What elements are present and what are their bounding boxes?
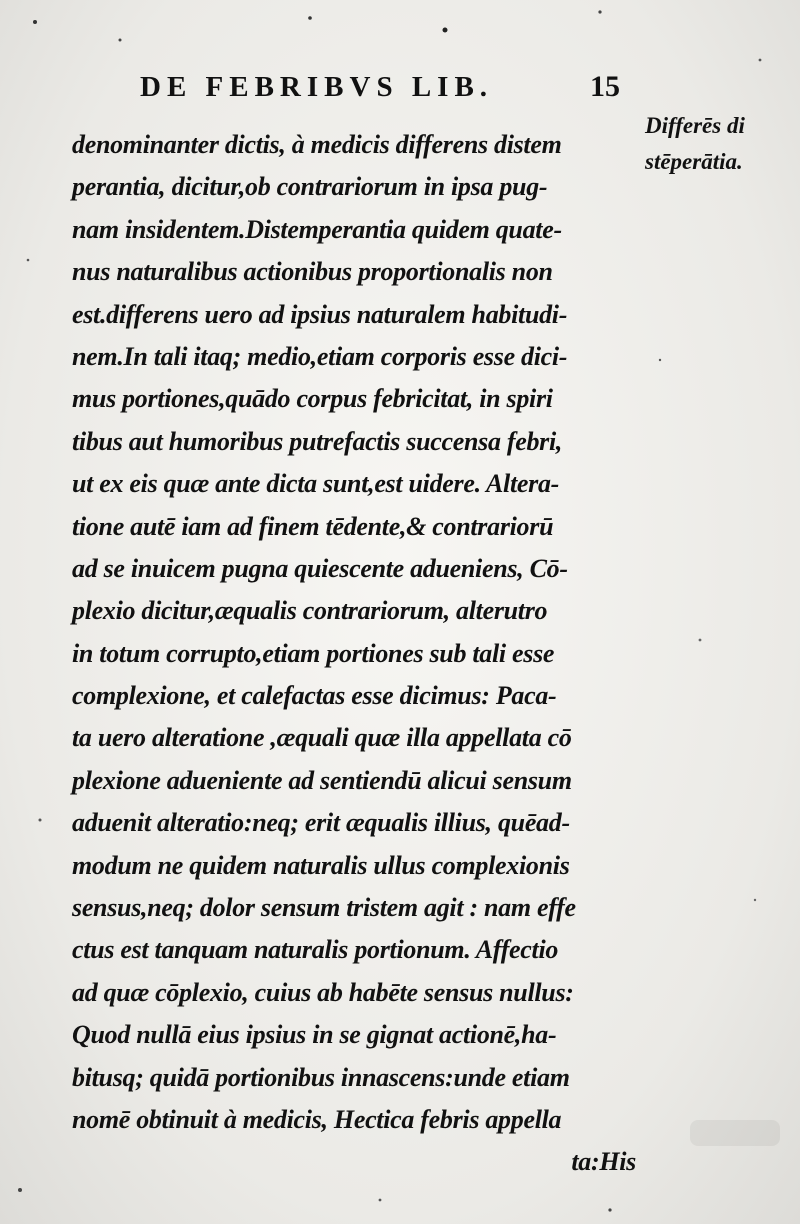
page-number: 15 xyxy=(590,70,620,103)
text-line: mus portiones,quādo corpus febricitat, in spiri xyxy=(72,384,553,414)
text-line: ta uero alteratione ,æquali quæ illa appellata cō xyxy=(72,723,572,753)
text-line: plexio dicitur,æqualis contrariorum, alterutro xyxy=(72,596,548,626)
catchword: ta:His xyxy=(571,1147,636,1177)
text-line: plexione adueniente ad sentiendū alicui sensum xyxy=(72,765,572,795)
text-line: nus naturalibus actionibus proportionalis non xyxy=(72,257,553,287)
text-line: ctus est tanquam naturalis portionum. Affectio xyxy=(72,935,559,965)
body-text xyxy=(72,124,644,1184)
text-line: nam insidentem.Distemperantia quidem quate- xyxy=(72,214,562,244)
text-line: ad se inuicem pugna quiescente adueniens, Cō- xyxy=(72,553,568,583)
text-line: Quod nullā eius ipsius in se gignat actionē,ha- xyxy=(72,1020,557,1050)
text-line: modum ne quidem naturalis ullus complexionis xyxy=(72,850,570,880)
running-head xyxy=(140,70,640,110)
text-line: perantia, dicitur,ob contrariorum in ipsa pug- xyxy=(72,172,548,202)
marginal-note-line: stēperātia. xyxy=(645,149,743,174)
text-line: denominanter dictis, à medicis differens distem xyxy=(72,130,562,159)
text-line: complexione, et calefactas esse dicimus: Paca- xyxy=(72,681,557,711)
text-line: aduenit alteratio:neq; erit æqualis illius, quēad- xyxy=(72,808,570,838)
text-line: tibus aut humoribus putrefactis succensa febri, xyxy=(72,426,563,456)
text-line: ad quæ cōplexio, cuius ab habēte sensus nullus: xyxy=(72,977,574,1007)
text-line: nomē obtinuit à medicis, Hectica febris appella xyxy=(72,1104,562,1134)
ink-stain xyxy=(690,1120,780,1146)
text-line: est.differens uero ad ipsius naturalem habitudi- xyxy=(72,299,568,329)
marginal-note xyxy=(645,108,795,180)
text-line: sensus,neq; dolor sensum tristem agit : nam effe xyxy=(72,893,576,923)
text-line: bitusq; quidā portionibus innascens:unde etiam xyxy=(72,1062,570,1092)
running-title: DE FEBRIBVS LIB. xyxy=(140,71,494,103)
text-line: ut ex eis quæ ante dicta sunt,est uidere. Altera- xyxy=(72,469,560,499)
marginal-note-line: Differēs di xyxy=(645,113,745,138)
text-line: in totum corrupto,etiam portiones sub tali esse xyxy=(72,638,555,668)
text-line: nem.In tali itaq; medio,etiam corporis esse dici- xyxy=(72,341,568,371)
text-line: tione autē iam ad finem tēdente,& contrariorū xyxy=(72,511,554,541)
